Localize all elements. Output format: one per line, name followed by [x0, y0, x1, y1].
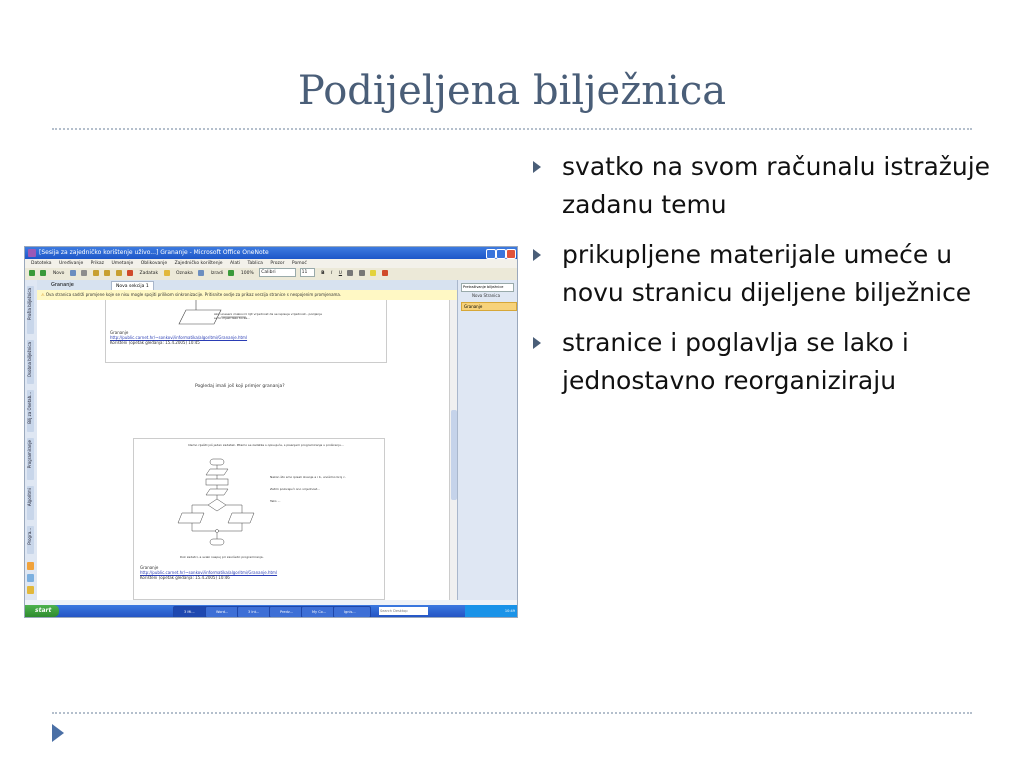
bullet-arrow-icon [533, 337, 541, 349]
new-page-button[interactable]: Nova Stranica [472, 293, 501, 298]
zoom-value[interactable]: 100% [240, 271, 254, 276]
page-list-item[interactable]: Grananje [461, 302, 517, 311]
footer-divider [52, 712, 972, 714]
bullet-arrow-icon [533, 249, 541, 261]
format-button[interactable]: Oznaka [175, 271, 193, 276]
question-text: Pogledaj imali još koji primjer grananja? [195, 384, 285, 389]
flag-icon[interactable] [127, 270, 133, 276]
bullet-text: prikupljene materijale umeće u novu stranicu dijeljene bilježnice [562, 240, 972, 307]
section-tab-row [37, 280, 457, 290]
notebook-tab[interactable]: Bilj za Onetab... [27, 390, 34, 432]
used-date: Korišteni (opetak gledanja: 15.4.2005) 10:45 [110, 340, 200, 345]
source-label: Grananje [110, 330, 129, 335]
menu-table[interactable]: Tablica [247, 261, 263, 266]
new-button[interactable]: Novo [52, 271, 65, 276]
notebook-tab[interactable]: Prošla bilježnica [27, 286, 34, 334]
source-label: Grananje [140, 565, 159, 570]
taskbar-button[interactable]: Word... [205, 606, 243, 618]
next-slide-arrow-icon[interactable] [52, 724, 64, 742]
step-text: Nakon što smo ipisali izvanje a i b, unošimo broj c. [270, 475, 346, 479]
source-link[interactable]: http://public.carnet.hr/~sonkovi/informatika/algoritmi/Grananje.html [110, 335, 248, 340]
bullet-text: svatko na svom računalu istražuje zadanu temu [562, 152, 991, 219]
forward-icon[interactable] [40, 270, 46, 276]
copy-icon[interactable] [104, 270, 110, 276]
notebook-icon[interactable] [27, 586, 34, 594]
bottom-text: Dok zadatci, a svaki naspuj pri završetci programiranja. [180, 555, 264, 559]
source-link[interactable]: http://public.carnet.hr/~sonkovi/informatika/algoritmi/Grananje.html [140, 570, 278, 575]
notebook-icon[interactable] [27, 562, 34, 570]
notebook-tab[interactable]: Osobna bilježnica [27, 340, 34, 384]
notebook-search-input[interactable]: Pretraživanje bilježnice [461, 283, 514, 292]
start-button[interactable]: start [25, 605, 59, 617]
bullet-item [530, 324, 1000, 400]
menu-format[interactable]: Oblikovanje [140, 261, 168, 266]
windows-taskbar [25, 605, 517, 617]
bullets-icon[interactable] [347, 270, 353, 276]
menu-insert[interactable]: Umetanje [111, 261, 134, 266]
taskbar-button[interactable]: My Co... [301, 606, 339, 618]
notebook-tab[interactable]: Progra... [27, 526, 34, 554]
notebook-tab[interactable]: Programiranje [27, 438, 34, 480]
create-button[interactable]: Izradi [210, 271, 224, 276]
maximize-button[interactable] [496, 249, 506, 259]
paste-icon[interactable] [116, 270, 122, 276]
note-container[interactable] [133, 438, 385, 600]
font-select[interactable]: Calibri [259, 268, 296, 277]
used-date: Korišteni (opetak gledanja: 15.4.2005) 10:46 [140, 575, 230, 580]
underline-icon[interactable]: U [338, 271, 343, 276]
bullet-text: stranice i poglavlja se lako i jednostavno reorganiziraju [562, 328, 909, 395]
save-icon[interactable] [70, 270, 76, 276]
menu-bar [25, 259, 517, 268]
close-button[interactable] [506, 249, 516, 259]
window-title: [Sesija za zajedničko korištenje uživo...] Grananje - Microsoft Office OneNote [39, 249, 269, 256]
warning-icon: ⚠ [41, 292, 45, 297]
create-icon[interactable] [198, 270, 204, 276]
page-list-pane [457, 280, 518, 600]
note-container[interactable] [105, 300, 387, 363]
onenote-screenshot [24, 246, 518, 618]
message-text: Ova stranica sadrži promjene koje se nisu mogle spojiti prilikom sinkronizacije. Pritisnite ovdje za prikaz verzija stranice s nespojenim promjenama. [45, 292, 342, 297]
numbering-icon[interactable] [359, 270, 365, 276]
bold-icon[interactable]: B [321, 271, 325, 276]
intro-text: Idemo riješiti još jedan zadatak. Pitamo se zadatke s opisujuće, s pisanjem programiranja u proširenju... [188, 443, 344, 447]
slide-title: Podijeljena bilježnica [297, 68, 727, 114]
menu-view[interactable]: Prikaz [90, 261, 105, 266]
highlight-icon[interactable] [370, 270, 376, 276]
window-titlebar [25, 247, 517, 259]
taskbar-button[interactable]: Predv... [269, 606, 307, 618]
desktop-search-input[interactable]: Search Desktop [379, 607, 428, 615]
bullet-item [530, 236, 1000, 312]
side-text: Ako uneseni znakovi li lijit vrijednost da se ispisuje vrijednost.. pozijanje se to mjest tako tocke... [214, 312, 322, 320]
tag-icon[interactable] [164, 270, 170, 276]
font-color-icon[interactable] [382, 270, 388, 276]
flowchart-diagram [174, 457, 264, 557]
bullet-list [530, 148, 1000, 412]
notebook-icon[interactable] [27, 574, 34, 582]
page-tab[interactable]: Nova sekcija 1 [111, 281, 154, 291]
notebook-tab[interactable]: Algoritmi [27, 486, 34, 520]
step-text: Tako ... [270, 499, 281, 503]
menu-tools[interactable]: Alati [230, 261, 241, 266]
print-icon[interactable] [81, 270, 87, 276]
step-text: Zatim pozivajući ono vrijednost... [270, 487, 321, 491]
taskbar-button[interactable]: 3 Mi... [173, 606, 211, 618]
taskbar-button[interactable]: 3 Int... [237, 606, 275, 618]
menu-share[interactable]: Zajedničko korištenje [174, 261, 223, 266]
zoom-icon[interactable] [228, 270, 234, 276]
bullet-arrow-icon [533, 161, 541, 173]
italic-icon[interactable]: I [330, 271, 333, 276]
cut-icon[interactable] [93, 270, 99, 276]
back-icon[interactable] [29, 270, 35, 276]
menu-window[interactable]: Prozor [270, 261, 285, 266]
taskbar-button[interactable]: Ignis... [333, 606, 371, 618]
title-divider [52, 128, 972, 130]
menu-file[interactable]: Datoteka [31, 261, 52, 266]
bullet-item [530, 148, 1000, 224]
onenote-app-icon [28, 249, 36, 257]
page-canvas[interactable] [37, 300, 457, 600]
menu-help[interactable]: Pomoć [291, 261, 307, 266]
menu-edit[interactable]: Uređivanje [59, 261, 84, 266]
minimize-button[interactable] [486, 249, 496, 259]
section-tab-grananje[interactable]: Grananje [51, 282, 74, 288]
tasks-button[interactable]: Zadatak [139, 271, 159, 276]
font-size-select[interactable]: 11 [300, 268, 315, 277]
system-tray-clock: 10:49 [465, 605, 517, 617]
